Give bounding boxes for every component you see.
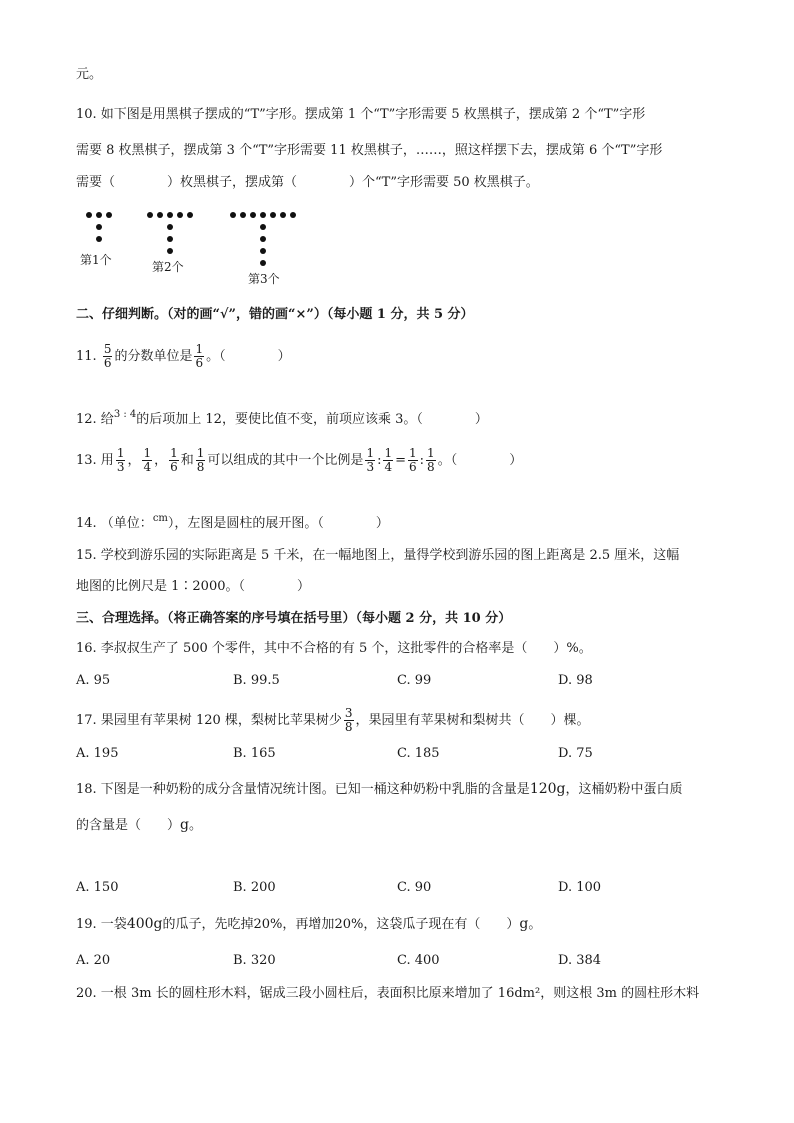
q16: 16. 李叔叔生产了 500 个零件，其中不合格的有 5 个，这批零件的合格率是（ ）%。 xyxy=(76,641,592,656)
fraction: $\frac{1}{3}$ xyxy=(366,446,375,475)
fraction: $\frac{1}{4}$ xyxy=(384,446,393,475)
chess-piece xyxy=(96,224,102,230)
q19-option-c: C. 400 xyxy=(397,953,440,968)
chess-piece xyxy=(86,212,92,218)
q10-line3: 需要（ ）枚黑棋子，摆成第（ ）个“T”字形需要 50 枚黑棋子。 xyxy=(76,175,539,190)
chess-piece xyxy=(260,236,266,242)
q10-line2: 需要 8 枚黑棋子，摆成第 3 个“T”字形需要 11 枚黑棋子，……，照这样摆下去，摆成第 6 个“T”字形 xyxy=(76,143,663,158)
fraction: $\frac{1}{8}$ xyxy=(196,446,205,475)
q17-option-d: D. 75 xyxy=(558,746,593,761)
chess-piece xyxy=(177,212,183,218)
chess-piece xyxy=(106,212,112,218)
chess-piece xyxy=(290,212,296,218)
q13: 13. 用 $\frac{1}{3}$ ， $\frac{1}{4}$ ， $\frac{1}{6}$ 和 $\frac{1}{8}$ 可以组成的其中一个比例是 $\frac{1}{3}$ : $\frac{1}{4}$ = $\frac{1}{6}$ : $\frac{1}{8}$ 。（ ） xyxy=(76,446,523,475)
q19-option-d: D. 384 xyxy=(558,953,602,968)
chess-piece xyxy=(240,212,246,218)
section3-heading: 三、合理选择。（将正确答案的序号填在括号里）（每小题 2 分，共 10 分） xyxy=(76,611,512,626)
q18-option-d: D. 100 xyxy=(558,880,602,895)
q15-line1: 15. 学校到游乐园的实际距离是 5 千米，在一幅地图上，量得学校到游乐园的图上距离是 2.5 厘米，这幅 xyxy=(76,548,680,563)
section2-heading: 二、仔细判断。（对的画“√”，错的画“×”）（每小题 1 分，共 5 分） xyxy=(76,307,474,322)
q14: 14. （单位：$^{cm}$），左图是圆柱的展开图。（ ） xyxy=(76,513,389,531)
q17-option-c: C. 185 xyxy=(397,746,440,761)
q16-option-d: D. 98 xyxy=(558,673,593,688)
fraction: $\frac{3}{8}$ xyxy=(344,706,353,735)
chess-piece xyxy=(280,212,286,218)
chess-piece xyxy=(230,212,236,218)
q19: 19. 一袋400g的瓜子，先吃掉20%，再增加20%，这袋瓜子现在有（ ）g。 xyxy=(76,916,542,932)
q11: 11. $\frac{5}{6}$ 的分数单位是 $\frac{1}{6}$ 。（ ） xyxy=(76,342,291,371)
fraction: $\frac{1}{8}$ xyxy=(427,446,435,475)
q18-option-a: A. 150 xyxy=(76,880,119,895)
fig-label-3: 第3个 xyxy=(248,272,280,286)
fig-label-1: 第1个 xyxy=(80,253,112,267)
q19-option-a: A. 20 xyxy=(76,953,111,968)
fraction: $\frac{1}{4}$ xyxy=(143,446,152,475)
q10-line1: 10. 如下图是用黑棋子摆成的“T”字形。摆成第 1 个“T”字形需要 5 枚黑棋子，摆成第 2 个“T”字形 xyxy=(76,107,646,122)
q16-option-b: B. 99.5 xyxy=(233,673,280,688)
chess-piece xyxy=(260,248,266,254)
chess-piece xyxy=(187,212,193,218)
q18-option-b: B. 200 xyxy=(233,880,276,895)
q20-line1: 20. 一根 3m 长的圆柱形木料，锯成三段小圆柱后，表面积比原来增加了 16dm²，则这根 3m 的圆柱形木料 xyxy=(76,986,700,1001)
q17-option-a: A. 195 xyxy=(76,746,119,761)
fraction: $\frac{1}{6}$ xyxy=(195,342,204,371)
q18-line2: 的含量是（ ）g。 xyxy=(76,817,202,833)
chess-piece xyxy=(260,260,266,266)
chess-piece xyxy=(260,212,266,218)
fig-label-2: 第2个 xyxy=(152,260,184,274)
q16-option-a: A. 95 xyxy=(76,673,111,688)
chess-piece xyxy=(147,212,153,218)
fraction: $\frac{1}{6}$ xyxy=(409,446,417,475)
chess-piece xyxy=(270,212,276,218)
fraction: $\frac{1}{6}$ xyxy=(170,446,178,475)
q17-option-b: B. 165 xyxy=(233,746,276,761)
q18-line1: 18. 下图是一种奶粉的成分含量情况统计图。已知一桶这种奶粉中乳脂的含量是120g，这桶奶粉中蛋白质 xyxy=(76,781,683,797)
chess-piece xyxy=(157,212,163,218)
chess-piece xyxy=(167,236,173,242)
q19-option-b: B. 320 xyxy=(233,953,276,968)
q12: 12. 给$^{3 : 4}$的后项加上 12，要使比值不变，前项应该乘 3。（ ） xyxy=(76,409,488,427)
q17: 17. 果园里有苹果树 120 棵，梨树比苹果树少 $\frac{3}{8}$ ，果园里有苹果树和梨树共（ ）棵。 xyxy=(76,706,590,735)
q16-option-c: C. 99 xyxy=(397,673,432,688)
chess-piece xyxy=(260,224,266,230)
chess-piece xyxy=(96,212,102,218)
chess-piece xyxy=(167,224,173,230)
chess-piece xyxy=(167,212,173,218)
ratio: 3 : 4 xyxy=(113,409,137,420)
q18-option-c: C. 90 xyxy=(397,880,432,895)
fraction: $\frac{1}{3}$ xyxy=(116,446,125,475)
q9-tail: 元。 xyxy=(76,67,103,82)
chess-piece xyxy=(96,236,102,242)
chess-piece xyxy=(250,212,256,218)
chess-piece xyxy=(167,248,173,254)
q15-line2: 地图的比例尺是 1∶2000。（ ） xyxy=(76,579,310,594)
fraction: $\frac{5}{6}$ xyxy=(103,342,112,371)
